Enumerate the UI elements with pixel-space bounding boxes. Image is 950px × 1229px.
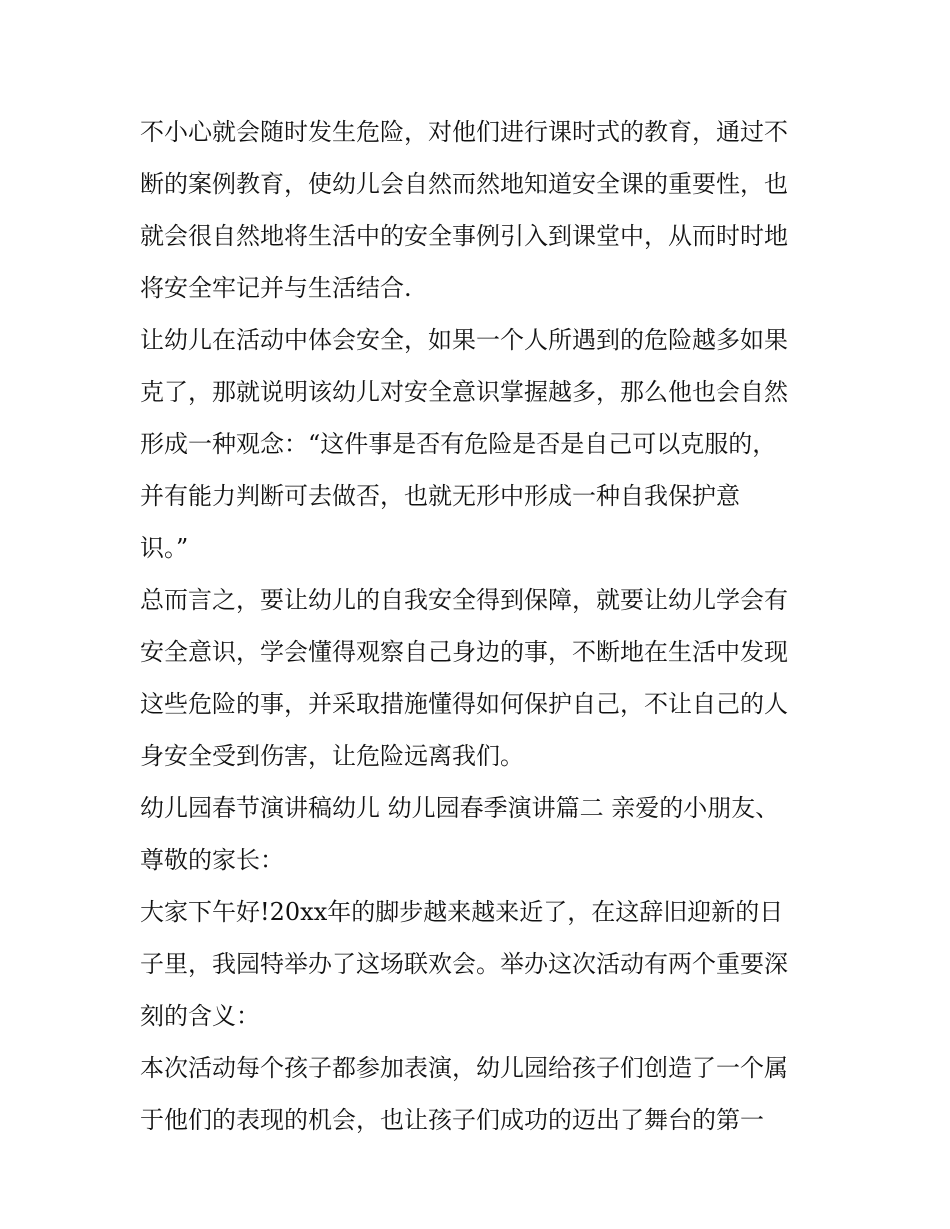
text-line: 总而言之，要让幼儿的自我安全得到保障，就要让幼儿学会有	[140, 586, 788, 614]
text-line: 子里，我园特举办了这场联欢会。举办这次活动有两个重要深	[140, 950, 788, 978]
text-line: 断的案例教育，使幼儿会自然而然地知道安全课的重要性，也	[140, 170, 788, 198]
text-line: 本次活动每个孩子都参加表演，幼儿园给孩子们创造了一个属	[140, 1054, 788, 1082]
text-line: 刻的含义：	[140, 1002, 260, 1030]
text-line: 身安全受到伤害，让危险远离我们。	[140, 742, 524, 770]
document-body	[140, 106, 820, 1146]
text-line: 大家下午好!20xx年的脚步越来越来近了，在这辞旧迎新的日	[140, 898, 784, 926]
text-line: 识。”	[140, 534, 189, 562]
text-line: 并有能力判断可去做否，也就无形中形成一种自我保护意	[140, 482, 740, 510]
text-line: 尊敬的家长：	[140, 846, 284, 874]
text-line: 克了，那就说明该幼儿对安全意识掌握越多，那么他也会自然	[140, 378, 788, 406]
text-line: 安全意识，学会懂得观察自己身边的事，不断地在生活中发现	[140, 638, 788, 666]
text-line: 将安全牢记并与生活结合.	[140, 274, 412, 302]
text-line: 幼儿园春节演讲稿幼儿 幼儿园春季演讲篇二 亲爱的小朋友、	[140, 794, 780, 822]
text-line: 于他们的表现的机会，也让孩子们成功的迈出了舞台的第一	[140, 1106, 764, 1134]
text-line: 就会很自然地将生活中的安全事例引入到课堂中，从而时时地	[140, 222, 788, 250]
text-line: 这些危险的事，并采取措施懂得如何保护自己，不让自己的人	[140, 690, 788, 718]
text-line: 让幼儿在活动中体会安全，如果一个人所遇到的危险越多如果	[140, 326, 788, 354]
text-line: 形成一种观念：“这件事是否有危险是否是自己可以克服的，	[140, 430, 777, 458]
text-line: 不小心就会随时发生危险，对他们进行课时式的教育，通过不	[140, 118, 788, 146]
